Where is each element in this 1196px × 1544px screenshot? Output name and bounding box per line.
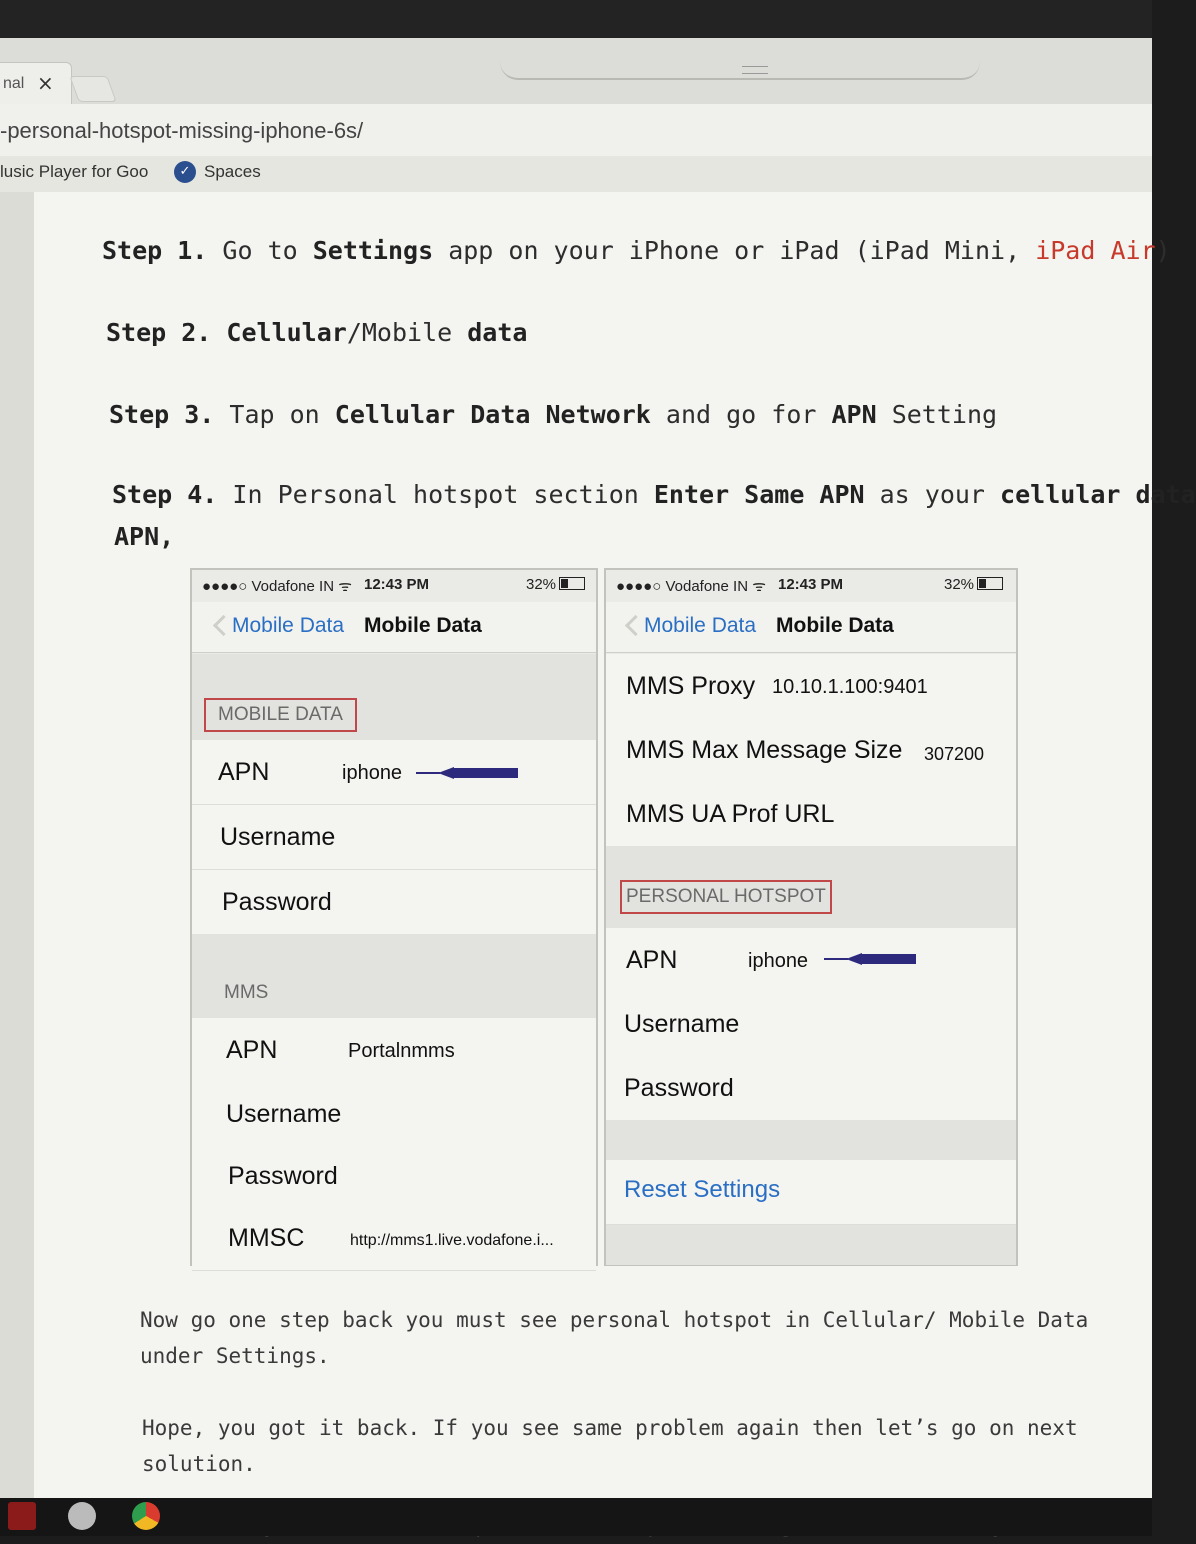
step-1: Step 1. Go to Settings app on your iPhone or iPad (iPad Mini, iPad Air) (102, 236, 1171, 265)
row-mmsc[interactable]: MMSC http://mms1.live.vodafone.i... (192, 1206, 596, 1271)
row-mms-max-size[interactable]: MMS Max Message Size 307200 (606, 718, 1016, 783)
acrobat-icon[interactable] (8, 1502, 36, 1530)
window-handle (500, 62, 980, 80)
back-button[interactable]: Mobile Data (644, 614, 757, 637)
phone-screenshot-right (604, 568, 1018, 1266)
close-icon[interactable]: × (37, 71, 54, 95)
time-text: 12:43 PM (364, 576, 430, 593)
arrow-annotation-icon (860, 954, 916, 964)
step-4: Step 4. In Personal hotspot section Enter Same APN as your cellular data (112, 480, 1196, 509)
itunes-icon[interactable] (68, 1502, 96, 1530)
taskbar (0, 1498, 1152, 1536)
step-4-line2: APN, (114, 522, 175, 551)
section-mobile-data: MOBILE DATA (204, 698, 357, 732)
monitor-bezel (0, 0, 1152, 40)
carrier-text: ●●●●○ Vodafone IN ᯤ (202, 578, 352, 595)
bookmarks-bar (0, 156, 1152, 193)
row-username[interactable]: Username (192, 805, 596, 870)
nav-title: Mobile Data (364, 614, 482, 637)
nav-title: Mobile Data (776, 614, 894, 637)
tab-title: nal (3, 75, 25, 92)
row-mms-apn[interactable]: APN Portalnmms (192, 1018, 596, 1083)
section-personal-hotspot: PERSONAL HOTSPOT (620, 880, 832, 914)
row-mms-password[interactable]: Password (192, 1144, 596, 1209)
row-apn[interactable]: APN iphone (192, 740, 596, 805)
row-reset[interactable] (606, 1160, 1016, 1225)
bookmark-spaces[interactable]: Spaces (204, 162, 261, 181)
url-text[interactable]: -personal-hotspot-missing-iphone-6s/ (0, 118, 364, 143)
browser-window (0, 38, 1196, 1498)
tab-strip (0, 38, 1152, 105)
row-hotspot-password[interactable]: Password (606, 1056, 1016, 1121)
phone-screenshot-left (190, 568, 598, 1266)
arrow-annotation-icon (452, 768, 518, 778)
row-mms-ua-prof[interactable]: MMS UA Prof URL (606, 782, 1016, 847)
row-hotspot-username[interactable]: Username (606, 992, 1016, 1057)
section-gap-reset (606, 1120, 1016, 1160)
spaces-icon[interactable]: ✓ (174, 161, 196, 183)
status-bar (192, 570, 596, 600)
time-text: 12:43 PM (778, 576, 844, 593)
bookmark-music-player[interactable]: lusic Player for Goo (0, 162, 149, 181)
nav-bar (192, 602, 596, 653)
left-gutter (0, 192, 35, 1502)
paragraph-2: Hope, you got it back. If you see same problem again then let’s go on next solution. (142, 1416, 1078, 1476)
carrier-text: ●●●●○ Vodafone IN ᯤ (616, 578, 766, 595)
article-content (34, 192, 1196, 1498)
row-mms-proxy[interactable]: MMS Proxy 10.10.1.100:9401 (606, 654, 1016, 719)
paragraph-1: Now go one step back you must see personal hotspot in Cellular/ Mobile Data under Settings. (140, 1308, 1089, 1368)
status-bar (606, 570, 1016, 600)
ipad-air-link[interactable]: iPad Air (1035, 236, 1156, 265)
battery-icon: 32% (526, 576, 585, 593)
section-gap-mms (192, 934, 596, 1018)
battery-icon: 32% (944, 576, 1003, 593)
grip-icon[interactable] (742, 66, 768, 74)
new-tab-button[interactable] (69, 76, 116, 102)
step-2: Step 2. Cellular/Mobile data (106, 318, 528, 347)
chrome-icon[interactable] (132, 1502, 160, 1530)
row-mms-username[interactable]: Username (192, 1082, 596, 1147)
reset-settings-button[interactable]: Reset Settings (624, 1176, 781, 1203)
row-hotspot-apn[interactable]: APN iphone (606, 928, 1016, 993)
step-3: Step 3. Tap on Cellular Data Network and go for APN Setting (109, 400, 998, 429)
bottom-gap (606, 1225, 1016, 1265)
nav-bar (606, 602, 1016, 653)
back-button[interactable]: Mobile Data (232, 614, 345, 637)
row-password[interactable]: Password (192, 870, 596, 935)
section-mms: MMS (224, 982, 269, 1003)
browser-tab[interactable] (0, 62, 72, 105)
address-bar[interactable] (0, 104, 1152, 157)
